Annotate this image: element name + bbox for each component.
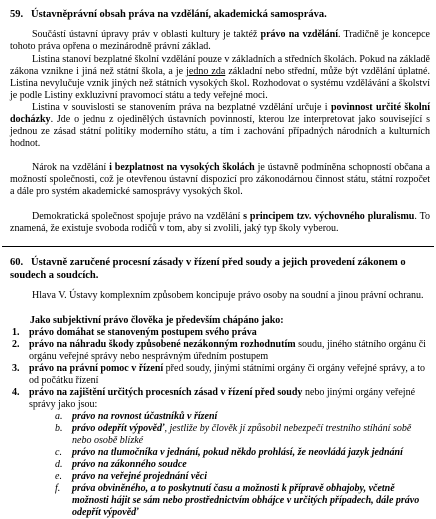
list-letter: b.: [55, 423, 63, 434]
bold-term: právo na náhradu škody způsobené nezákonným rozhodnutím: [29, 339, 296, 350]
text-run: před soudy, jinými státními orgány či orgány veřejné správy, a to od počátku řízení: [29, 363, 426, 386]
bold-term: právo na veřejné projednání věci: [72, 471, 207, 482]
list-number: 3.: [12, 363, 20, 374]
section-60-number: 60.: [10, 257, 24, 268]
text-run: nebo jinými orgány veřejné správy jako jsou:: [29, 387, 416, 410]
list-item: [10, 339, 430, 363]
list-item: [55, 483, 425, 519]
bold-term: právo na zajištění určitých procesních zásad v řízení před soudy: [29, 387, 303, 398]
text-run: , jestliže by člověk jí způsobil nebezpečí trestního stíhání sobě nebo osobě blízké: [72, 423, 412, 446]
list-item: [55, 411, 425, 423]
bold-term: právo na právní pomoc v řízení: [29, 363, 164, 374]
list-letter: c.: [55, 447, 62, 458]
list-letter: a.: [55, 411, 63, 422]
section-59-title: Ústavněprávní obsah práva na vzdělání, akademická samospráva.: [31, 9, 327, 20]
section-60-intro: [10, 290, 430, 302]
text-run: soudu, jiného státního orgánu či orgánu veřejné správy nebo nesprávným úředním postupem: [29, 339, 426, 362]
text-run: Nárok na vzdělání: [32, 162, 110, 173]
list-item: [10, 387, 430, 411]
list-letter: f.: [55, 483, 61, 494]
numbered-list: [10, 327, 430, 411]
list-number: 4.: [12, 387, 20, 398]
section-60-heading: [10, 256, 428, 282]
section-divider: [2, 246, 434, 247]
bold-term: právo na vzdělání: [260, 29, 338, 40]
bold-term: povinnost určité školní docházky: [10, 102, 430, 125]
list-number: 1.: [12, 327, 20, 338]
text-run: Jako subjektivní právo člověka je především chápáno jako:: [30, 315, 284, 326]
bold-term: práva obviněného, a to poskytnutí času a možnosti k přípravě obhajoby, včetně možnosti hájit se sám nebo prostřednictvím obhájce v určitých případech, dále právo odepřít výpověď: [72, 483, 420, 518]
list-item: [10, 327, 430, 339]
list-number: 2.: [12, 339, 20, 350]
bold-term: právo na tlumočníka v jednání, pokud někdo prohlásí, že neovládá jazyk jednání: [72, 447, 403, 458]
section-59-number: 59.: [10, 9, 24, 20]
text-run: . To znamená, že existuje svoboda rodičů v tom, aby si zvolili, jaký typ školy vyberou.: [10, 211, 430, 234]
bold-term: právo domáhat se stanoveným postupem svého práva: [29, 327, 257, 338]
text-run: Listina v souvislosti se stanovením práva na bezplatné vzdělání určuje i: [32, 102, 331, 113]
list-item: [55, 471, 425, 483]
bold-term: i bezplatnost na vysokých školách: [109, 162, 255, 173]
list-item: [55, 423, 425, 447]
underlined-text: jedno zda: [186, 66, 226, 77]
text-run: . Jde o jednu z ojedinělých ústavních povinností, kterou lze interpretovat jako související s jednou ze zásad státní politiky moderního státu, a tím i zachování případných národních a kulturních hodnot.: [10, 114, 430, 149]
list-item: [10, 363, 430, 387]
section-60-subheading: [30, 315, 430, 327]
section-59-paragraph-4: [10, 162, 430, 198]
text-run: Listina stanoví bezplatné školní vzdělání pouze v základních a středních školách. Pokud na základě zákona vznikne i jiná než státní škola, a je: [10, 54, 430, 77]
list-item: [55, 447, 425, 459]
section-59-paragraph-2: [10, 54, 430, 102]
list-item: [55, 459, 425, 471]
text-run: Demokratická společnost spojuje právo na vzdělání: [32, 211, 244, 222]
text-run: Hlava V. Ústavy komplexním způsobem koncipuje právo osoby na soudní a jinou právní ochranu.: [32, 290, 424, 301]
section-59-paragraph-5: [10, 211, 430, 235]
text-run: základní nebo střední, může být vzdělání úplatné. Listina nevylučuje vznik jiných než státních vysokých škol. Rozhodovat o systému vzdělávání a školství je podle Listiny exkluzivní pravomocí státu a tedy veřejné moci.: [10, 66, 430, 101]
section-59-heading: [10, 8, 428, 21]
bold-term: právo odepřít výpověď: [72, 423, 165, 434]
section-59-paragraph-3: [10, 102, 430, 150]
lettered-list: [55, 411, 425, 519]
text-run: je ústavně podmíněna schopností občana a možností společnosti, což je otevřenou ústavní dispozicí pro zákonodárnou činnost státu, státní rozpočet a dále pro systém akademické samosprávy vysokých škol.: [10, 162, 430, 197]
section-59-paragraph-1: [10, 29, 430, 53]
text-run: . Tradičně je koncepce tohoto práva opřena o mezinárodně právní základ.: [10, 29, 430, 52]
list-letter: e.: [55, 471, 62, 482]
bold-term: právo na zákonného soudce: [72, 459, 187, 470]
list-letter: d.: [55, 459, 63, 470]
bold-term: právo na rovnost účastníků v řízení: [72, 411, 218, 422]
text-run: Součástí ústavní úpravy práv v oblasti kultury je taktéž: [32, 29, 261, 40]
section-60-title: Ústavně zaručené procesní zásady v řízení před soudy a jejich provedení zákonem o soudech a soudcích.: [10, 257, 406, 281]
bold-term: s principem tzv. výchovného pluralismu: [243, 211, 415, 222]
